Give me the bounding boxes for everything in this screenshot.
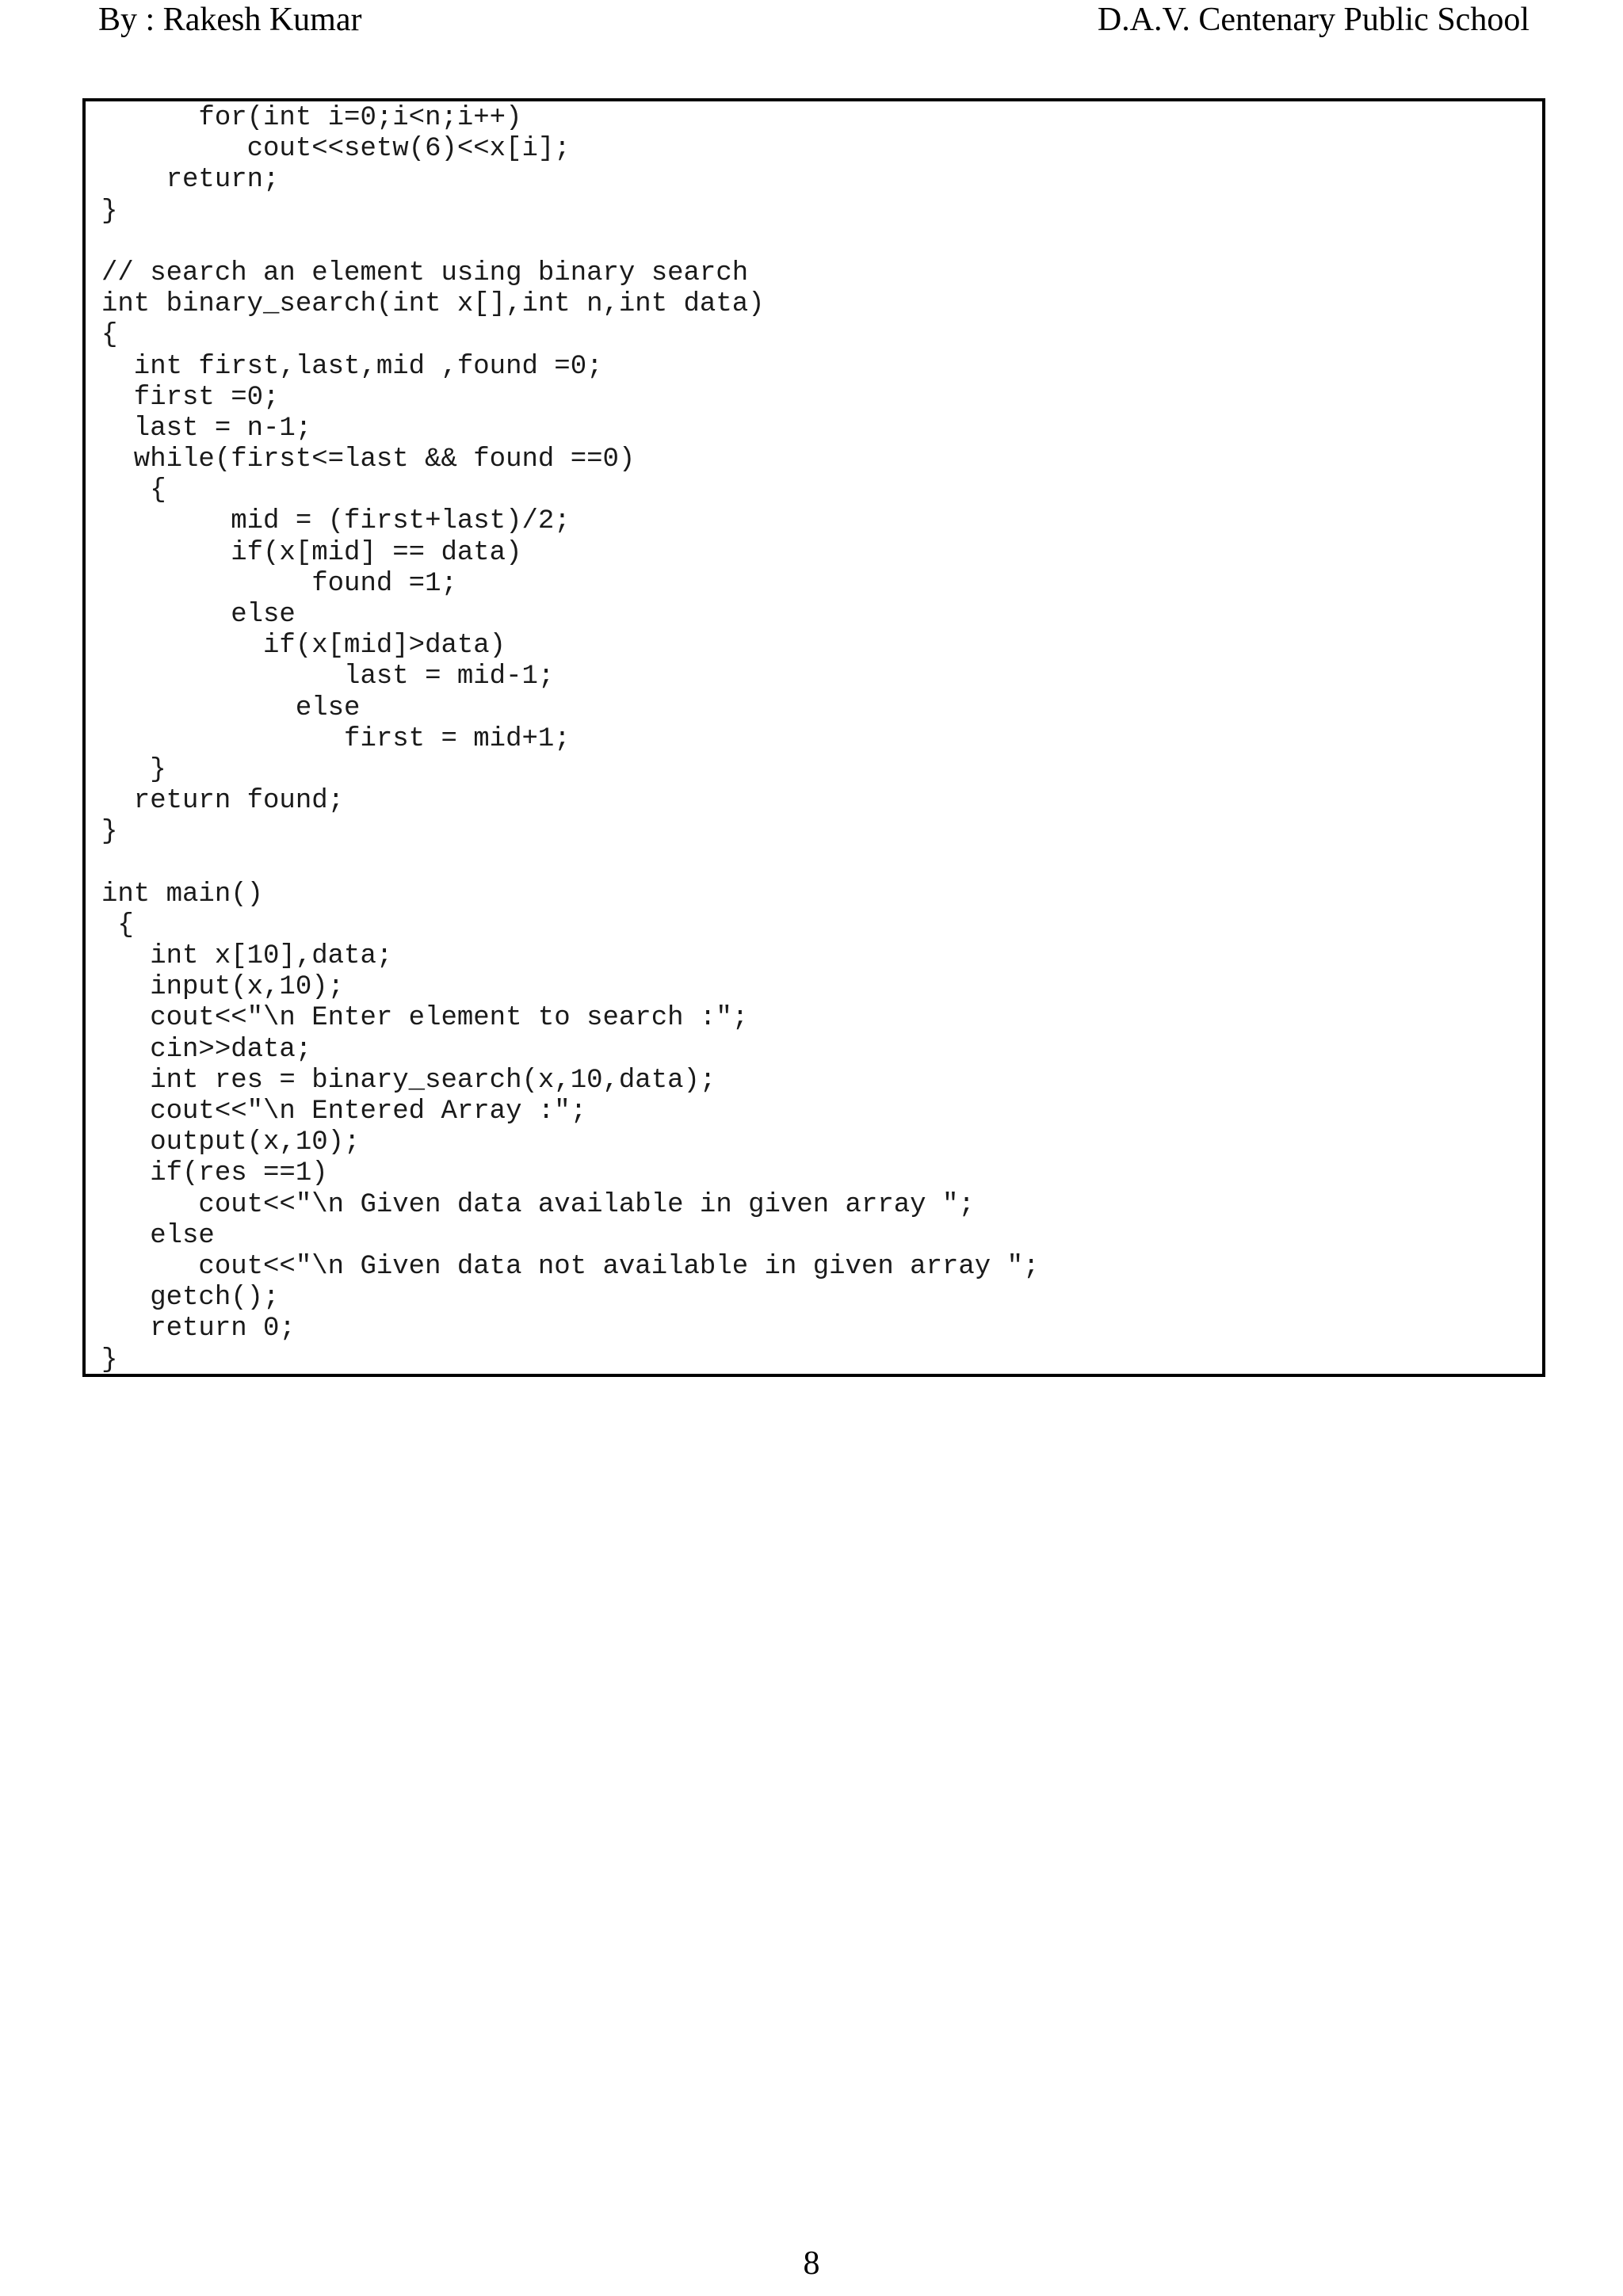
code-line: getch(); — [101, 1283, 280, 1314]
code-line: int x[10],data; — [101, 941, 393, 972]
code-line: int main() — [101, 879, 264, 910]
code-line: cout<<"\n Given data not available in given array "; — [101, 1251, 1040, 1282]
code-line: mid = (first+last)/2; — [101, 506, 571, 537]
code-line: for(int i=0;i<n;i++) — [101, 103, 522, 133]
code-line: last = n-1; — [101, 413, 312, 444]
code-line: } — [101, 754, 166, 785]
code-listing — [101, 103, 1039, 1376]
code-line: int binary_search(int x[],int n,int data) — [101, 289, 765, 320]
code-line: first = mid+1; — [101, 723, 571, 754]
code-line: while(first<=last && found ==0) — [101, 444, 636, 475]
code-line: last = mid-1; — [101, 662, 555, 692]
code-line: cout<<"\n Given data available in given array "; — [101, 1189, 975, 1220]
code-line: int res = binary_search(x,10,data); — [101, 1065, 716, 1096]
code-line: return; — [101, 165, 280, 196]
code-line: input(x,10); — [101, 972, 345, 1003]
code-line: return found; — [101, 786, 345, 817]
code-line — [101, 849, 1039, 879]
code-line: first =0; — [101, 382, 280, 413]
header-author: By : Rakesh Kumar — [98, 2, 362, 38]
code-line: } — [101, 196, 118, 227]
code-line — [101, 227, 1039, 258]
page-number: 8 — [803, 2245, 820, 2282]
code-line: return 0; — [101, 1314, 296, 1344]
code-line: int first,last,mid ,found =0; — [101, 351, 603, 382]
code-line: cin>>data; — [101, 1034, 312, 1065]
code-line: } — [101, 1344, 118, 1375]
code-line: cout<<"\n Entered Array :"; — [101, 1097, 587, 1127]
code-line: found =1; — [101, 568, 457, 599]
code-line: { — [101, 320, 118, 351]
code-line: { — [101, 910, 134, 940]
code-line: output(x,10); — [101, 1127, 361, 1158]
code-line: } — [101, 817, 118, 848]
code-line: if(x[mid]>data) — [101, 631, 506, 662]
code-line: // search an element using binary search — [101, 257, 749, 288]
code-line: else — [101, 692, 361, 723]
code-line: cout<<"\n Enter element to search :"; — [101, 1003, 749, 1034]
code-line: if(x[mid] == data) — [101, 537, 522, 568]
header-school: D.A.V. Centenary Public School — [1097, 2, 1529, 38]
code-line: { — [101, 475, 166, 506]
code-line: cout<<setw(6)<<x[i]; — [101, 134, 571, 165]
code-line: else — [101, 600, 296, 630]
code-listing-box — [82, 98, 1545, 1377]
code-line: else — [101, 1220, 215, 1251]
code-line: if(res ==1) — [101, 1158, 328, 1189]
